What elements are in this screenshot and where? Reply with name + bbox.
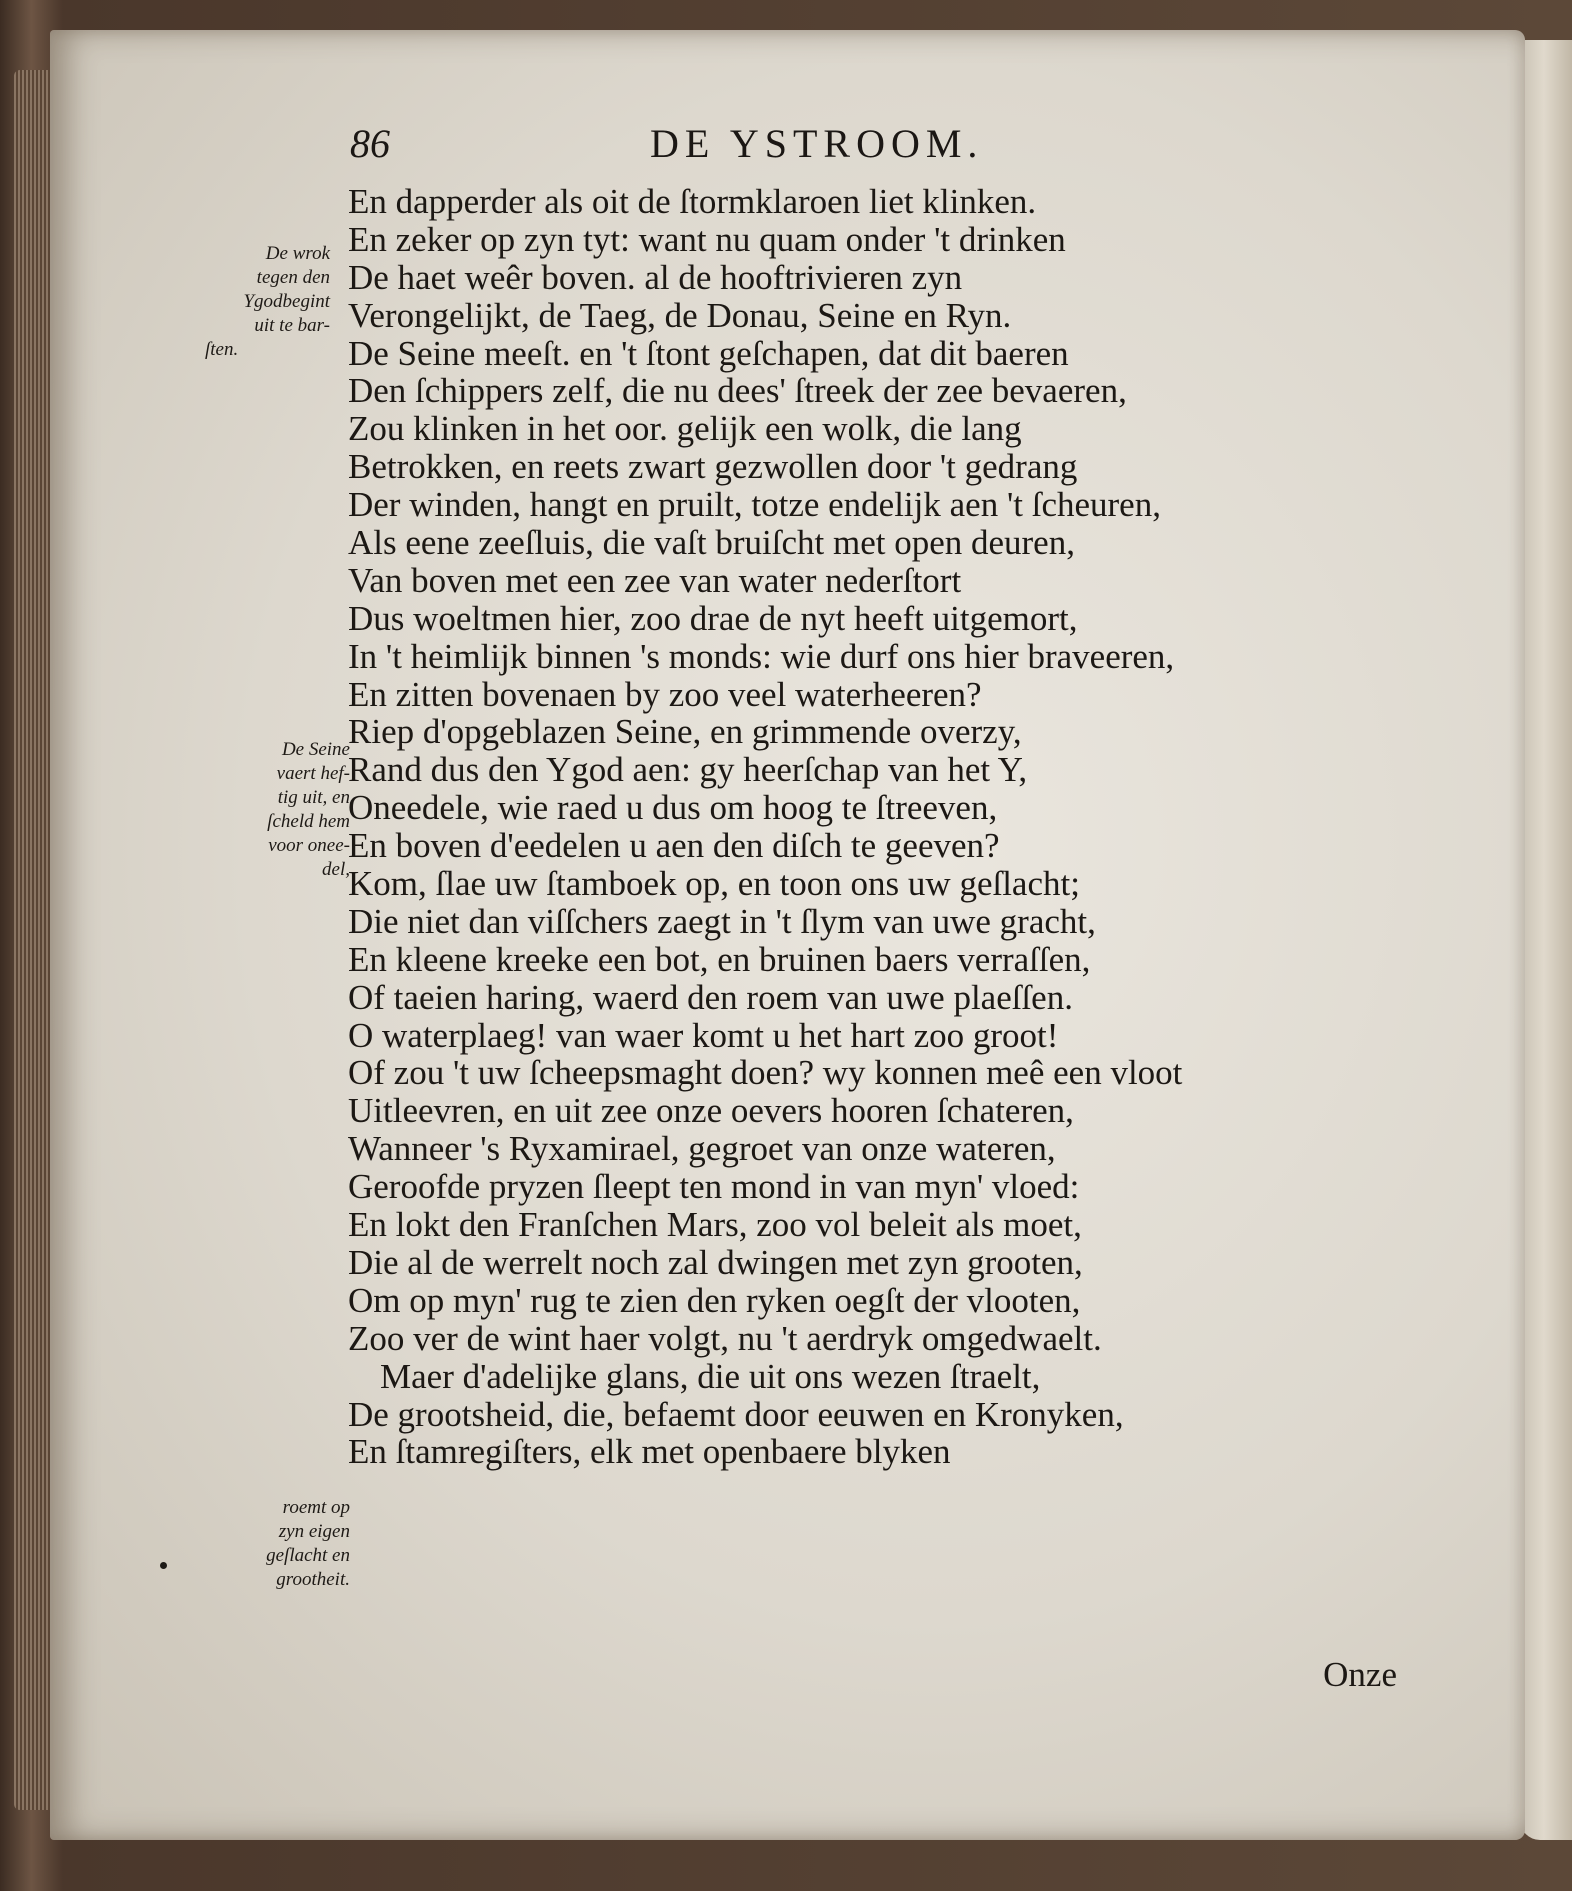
poem-line: O waterplaeg! van waer komt u het hart zoo groot! xyxy=(348,1015,1059,1055)
marginal-note-1 xyxy=(205,242,330,362)
poem-line: Om op myn' rug te zien den ryken oegſt der vlooten, xyxy=(348,1280,1081,1320)
running-head: DE YSTROOM. xyxy=(650,121,984,166)
poem-line: De haet weêr boven. al de hooftrivieren zyn xyxy=(348,257,963,297)
marginal-note-line: roemt op xyxy=(282,1497,350,1518)
marginal-note-line: zyn eigen xyxy=(278,1521,350,1542)
poem-line: En boven d'eedelen u aen den diſch te geeven? xyxy=(348,826,1000,866)
poem-line: Dus woeltmen hier, zoo drae de nyt heeft uitgemort, xyxy=(348,598,1078,638)
poem-line: Der winden, hangt en pruilt, totze endelijk aen 't ſcheuren, xyxy=(348,485,1161,525)
poem-line: Als eene zeeſluis, die vaſt bruiſcht met open deuren, xyxy=(348,523,1075,563)
poem-line: Of zou 't uw ſcheepsmaght doen? wy konnen meê een vloot xyxy=(348,1053,1183,1093)
marginal-note-line: De Seine xyxy=(281,739,350,760)
poem-line: En dapperder als oit de ſtormklaroen liet klinken. xyxy=(348,182,1037,221)
poem-line: Wanneer 's Ryxamirael, gegroet van onze wateren, xyxy=(348,1129,1056,1169)
marginal-note-line: geſlacht en xyxy=(266,1545,350,1566)
marginal-note-line: ſcheld hem xyxy=(267,811,350,832)
poem-line: De grootsheid, die, befaemt door eeuwen en Kronyken, xyxy=(348,1394,1124,1434)
poem-line: En zitten bovenaen by zoo veel waterheeren? xyxy=(348,674,982,714)
poem-line: En ſtamregiſters, elk met openbaere blyken xyxy=(348,1432,951,1472)
poem-line: De Seine meeſt. en 't ſtont geſchapen, dat dit baeren xyxy=(348,333,1069,373)
marginal-note-line: tegen den xyxy=(256,267,330,288)
poem-line: Rand dus den Ygod aen: gy heerſchap van het Y, xyxy=(348,750,1028,790)
poem-line: En zeker op zyn tyt: want nu quam onder 't drinken xyxy=(348,219,1066,259)
marginal-note-line: voor onee- xyxy=(268,835,350,856)
poem-line: Uitleevren, en uit zee onze oevers hooren ſchateren, xyxy=(348,1091,1074,1131)
marginal-note-line: grootheit. xyxy=(276,1569,350,1590)
poem-line: Van boven met een zee van water nederſtort xyxy=(348,560,962,600)
poem-line: Kom, ſlae uw ſtamboek op, en toon ons uw geſlacht; xyxy=(348,864,1080,904)
marginal-note-line: uit te bar- xyxy=(254,315,330,336)
marginal-note-line: del, xyxy=(322,859,350,880)
poem-line: Geroofde pryzen ſleept ten mond in van myn' vloed: xyxy=(348,1167,1080,1207)
poem-line: Verongelijkt, de Taeg, de Donau, Seine en Ryn. xyxy=(348,295,1012,335)
poem-line: Den ſchippers zelf, die nu dees' ſtreek der zee bevaeren, xyxy=(348,371,1127,411)
poem-line: Of taeien haring, waerd den roem van uwe plaeſſen. xyxy=(348,977,1073,1017)
marginal-note-2 xyxy=(225,738,350,882)
poem-line: Maer d'adelijke glans, die uit ons wezen ſtraelt, xyxy=(380,1356,1041,1396)
poem-text xyxy=(348,183,1428,1471)
poem-line: Riep d'opgeblazen Seine, en grimmende overzy, xyxy=(348,712,1022,752)
page-header xyxy=(350,120,1130,176)
marginal-note-line: ſten. xyxy=(205,339,239,360)
poem-line: Zoo ver de wint haer volgt, nu 't aerdryk omgedwaelt. xyxy=(348,1318,1102,1358)
facing-page-edge xyxy=(1520,40,1572,1840)
marginal-note-line: De wrok xyxy=(265,243,330,264)
marginal-note-3 xyxy=(225,1496,350,1592)
poem-line: Die al de werrelt noch zal dwingen met zyn grooten, xyxy=(348,1242,1083,1282)
page-edges xyxy=(14,70,54,1810)
poem-line: Oneedele, wie raed u dus om hoog te ſtreeven, xyxy=(348,788,998,828)
marginal-note-line: Ygodbegint xyxy=(243,291,330,312)
poem-line: En lokt den Franſchen Mars, zoo vol beleit als moet, xyxy=(348,1205,1082,1245)
poem-line: In 't heimlijk binnen 's monds: wie durf ons hier braveeren, xyxy=(348,636,1175,676)
marginal-note-line: tig uit, en xyxy=(277,787,350,808)
page-number: 86 xyxy=(350,121,390,166)
poem-line: Betrokken, en reets zwart gezwollen door 't gedrang xyxy=(348,447,1078,487)
catchword: Onze xyxy=(1323,1655,1397,1694)
marginal-note-line: vaert hef- xyxy=(276,763,350,784)
poem-line: Die niet dan viſſchers zaegt in 't ſlym van uwe gracht, xyxy=(348,901,1096,941)
poem-line: Zou klinken in het oor. gelijk een wolk, die lang xyxy=(348,409,1022,449)
poem-line: En kleene kreeke een bot, en bruinen baers verraſſen, xyxy=(348,939,1091,979)
margin-bullet-mark xyxy=(160,1562,167,1569)
